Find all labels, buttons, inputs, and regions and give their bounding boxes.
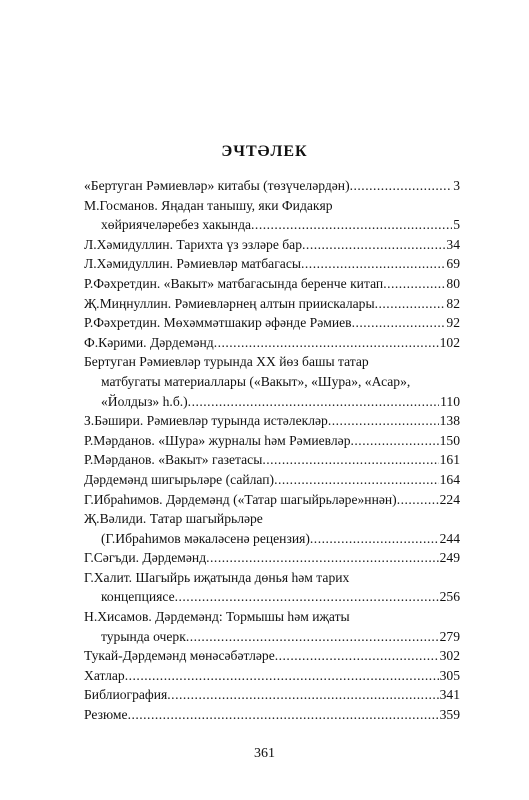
toc-entry bbox=[84, 196, 460, 235]
toc-entry-page: 279 bbox=[439, 628, 460, 644]
toc-entry-page: 92 bbox=[446, 315, 460, 331]
dot-leader bbox=[302, 235, 445, 255]
dot-leader bbox=[274, 470, 439, 490]
toc-entry-page: 82 bbox=[446, 295, 460, 311]
toc-entry-page: 150 bbox=[439, 432, 460, 448]
toc-entry-title: Тукай-Дәрдемәнд мөнәсәбәтләре bbox=[84, 648, 275, 664]
toc-entry-line bbox=[84, 431, 460, 451]
toc-entry-line bbox=[84, 313, 460, 333]
dot-leader bbox=[167, 685, 438, 705]
toc-entry-title: «Йолдыз» һ.б.) bbox=[101, 393, 188, 409]
dot-leader bbox=[214, 333, 439, 353]
toc-entry-title: Р.Мәрданов. «Вакыт» газетасы bbox=[84, 452, 263, 468]
toc-entry-page: 80 bbox=[446, 275, 460, 291]
toc-entry-title: Җ.Миңнуллин. Рәмиевләрнең алтын приискалары bbox=[84, 295, 375, 311]
toc-entry-page: 249 bbox=[439, 550, 460, 566]
dot-leader bbox=[350, 176, 453, 196]
toc-entry-line bbox=[84, 392, 460, 412]
toc-entry-line bbox=[84, 352, 460, 372]
dot-leader bbox=[128, 705, 439, 725]
toc-entry-page: 3 bbox=[453, 178, 460, 193]
toc-entry-line bbox=[84, 607, 460, 627]
toc-entry-line bbox=[84, 490, 460, 510]
toc-entry bbox=[84, 685, 460, 705]
toc-entry bbox=[84, 313, 460, 333]
toc-entry-title: Хатлар bbox=[84, 667, 125, 683]
toc-entry-line bbox=[84, 548, 460, 568]
toc-entry-page: 302 bbox=[439, 648, 460, 664]
toc-entry-page: 305 bbox=[439, 667, 460, 683]
toc-entry-title: Бертуган Рәмиевләр турында XX йөз башы татар bbox=[84, 354, 369, 370]
toc-entry bbox=[84, 548, 460, 568]
toc-entry-page: 359 bbox=[439, 707, 460, 723]
toc-entry-line bbox=[84, 450, 460, 470]
toc-entry-line bbox=[84, 509, 460, 529]
toc-entry-title: «Бертуган Рәмиевләр» китабы (төзүчеләрдән) bbox=[84, 178, 350, 193]
toc-entry bbox=[84, 646, 460, 666]
toc-entry bbox=[84, 490, 460, 510]
toc-entry-page: 244 bbox=[439, 530, 460, 546]
toc-entry-line bbox=[84, 685, 460, 705]
toc-entry-title: З.Бәшири. Рәмиевләр турында истәлекләр bbox=[84, 413, 328, 429]
toc-entry bbox=[84, 470, 460, 490]
toc-entry bbox=[84, 607, 460, 646]
dot-leader bbox=[301, 254, 445, 274]
toc-entry-line bbox=[84, 705, 460, 725]
toc-entry-title: Дәрдемәнд шигырьләре (сайлап) bbox=[84, 471, 275, 487]
dot-leader bbox=[251, 215, 452, 235]
toc-entry-title: Л.Хәмидуллин. Тарихта үз эзләре бар bbox=[84, 236, 303, 252]
toc-entry-page: 110 bbox=[440, 393, 460, 409]
dot-leader bbox=[328, 411, 439, 431]
dot-leader bbox=[352, 313, 446, 333]
toc-entry-title: Җ.Вәлиди. Татар шагыйрьләре bbox=[84, 511, 263, 527]
toc-entry-title: турында очерк bbox=[101, 628, 186, 644]
toc-entry-line bbox=[84, 235, 460, 255]
toc-entry-title: Р.Фәхретдин. Мөхәммәтшакир әфәнде Рәмиев bbox=[84, 315, 352, 331]
page-number: 361 bbox=[254, 746, 275, 761]
table-of-contents bbox=[84, 176, 460, 725]
toc-entry-title: Библиография bbox=[84, 687, 168, 703]
toc-entry bbox=[84, 509, 460, 548]
toc-entry-title: Г.Халит. Шагыйрь иҗатында дөнья һәм тарих bbox=[84, 569, 350, 585]
toc-entry-line bbox=[84, 646, 460, 666]
toc-entry bbox=[84, 254, 460, 274]
dot-leader bbox=[397, 490, 439, 510]
toc-entry-page: 102 bbox=[439, 334, 460, 350]
toc-entry-page: 341 bbox=[439, 687, 460, 703]
toc-entry-page: 164 bbox=[439, 471, 460, 487]
toc-entry-title: М.Госманов. Яңадан танышу, яки Фидакяр bbox=[84, 197, 333, 213]
toc-entry-title: (Г.Ибраһимов мәкаләсенә рецензия) bbox=[101, 530, 310, 546]
toc-entry-page: 69 bbox=[446, 256, 460, 272]
dot-leader bbox=[310, 529, 439, 549]
toc-entry-line bbox=[84, 587, 460, 607]
toc-entry-line bbox=[84, 666, 460, 686]
toc-entry-line bbox=[84, 568, 460, 588]
dot-leader bbox=[351, 431, 439, 451]
toc-entry bbox=[84, 411, 460, 431]
toc-entry-line bbox=[84, 627, 460, 647]
toc-entry-page: 138 bbox=[439, 413, 460, 429]
toc-entry-title: концепциясе bbox=[101, 589, 175, 605]
toc-entry-title: Ф.Кәрими. Дәрдемәнд bbox=[84, 334, 214, 350]
toc-entry-line bbox=[84, 333, 460, 353]
toc-entry-line bbox=[84, 215, 460, 235]
toc-entry-page: 5 bbox=[453, 217, 460, 233]
dot-leader bbox=[186, 627, 439, 647]
toc-entry bbox=[84, 450, 460, 470]
toc-entry-title: хөйриячеләребез хакында bbox=[101, 217, 252, 233]
toc-entry bbox=[84, 666, 460, 686]
dot-leader bbox=[383, 274, 445, 294]
toc-entry-page: 224 bbox=[439, 491, 460, 507]
toc-entry-line bbox=[84, 294, 460, 314]
toc-entry-page: 256 bbox=[439, 589, 460, 605]
toc-entry-title: Г.Ибраһимов. Дәрдемәнд («Татар шагыйрьләре»ннән) bbox=[84, 491, 397, 507]
toc-entry-title: Р.Мәрданов. «Шура» журналы һәм Рәмиевләр bbox=[84, 432, 351, 448]
dot-leader bbox=[125, 666, 439, 686]
toc-entry bbox=[84, 431, 460, 451]
toc-entry-line bbox=[84, 176, 460, 196]
toc-heading: ЭЧТӘЛЕК bbox=[221, 143, 308, 160]
toc-entry bbox=[84, 235, 460, 255]
dot-leader bbox=[262, 450, 438, 470]
toc-entry bbox=[84, 333, 460, 353]
toc-entry bbox=[84, 176, 460, 196]
dot-leader bbox=[188, 392, 439, 412]
toc-entry-line bbox=[84, 529, 460, 549]
toc-entry bbox=[84, 705, 460, 725]
toc-entry bbox=[84, 294, 460, 314]
dot-leader bbox=[206, 548, 438, 568]
toc-entry-line bbox=[84, 372, 460, 392]
dot-leader bbox=[275, 646, 439, 666]
toc-entry-title: Резюме bbox=[84, 707, 128, 723]
toc-entry-title: Л.Хәмидуллин. Рәмиевләр матбагасы bbox=[84, 256, 301, 272]
toc-entry-line bbox=[84, 470, 460, 490]
dot-leader bbox=[375, 294, 446, 314]
toc-entry-title: Р.Фәхретдин. «Вакыт» матбагасында беренче китап bbox=[84, 275, 384, 291]
toc-entry bbox=[84, 568, 460, 607]
toc-entry bbox=[84, 352, 460, 411]
toc-entry-page: 34 bbox=[446, 236, 460, 252]
toc-entry-title: матбугаты материаллары («Вакыт», «Шура», «Асар», bbox=[101, 373, 411, 389]
toc-entry-line bbox=[84, 254, 460, 274]
toc-entry-line bbox=[84, 274, 460, 294]
dot-leader bbox=[175, 587, 439, 607]
toc-entry-title: Г.Сәгъди. Дәрдемәнд bbox=[84, 550, 207, 566]
toc-entry-line bbox=[84, 411, 460, 431]
toc-entry-line bbox=[84, 196, 460, 216]
toc-entry bbox=[84, 274, 460, 294]
toc-entry-title: Н.Хисамов. Дәрдемәнд: Тормышы һәм иҗаты bbox=[84, 609, 350, 625]
toc-entry-page: 161 bbox=[439, 452, 460, 468]
